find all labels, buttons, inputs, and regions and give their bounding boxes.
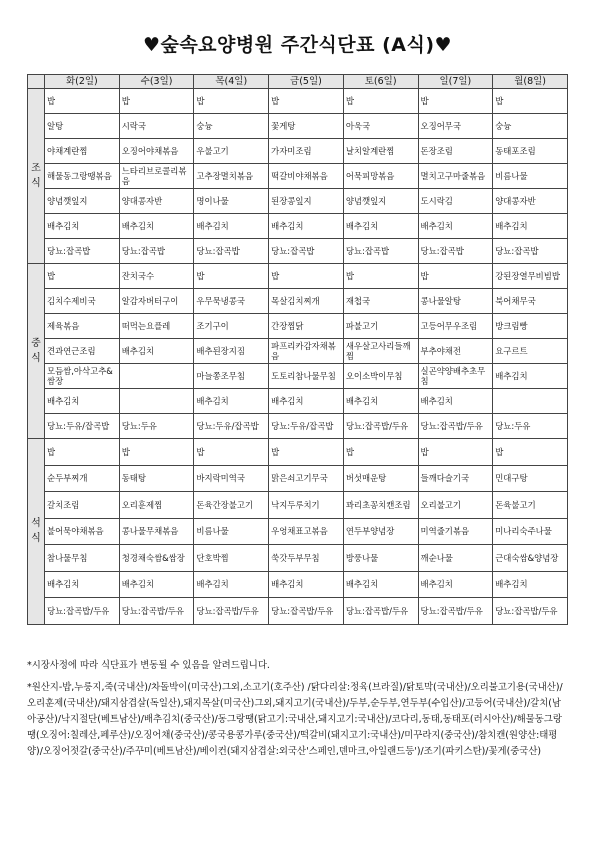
menu-item: 연두부양념장 <box>343 518 418 545</box>
menu-item: 밥 <box>119 89 194 114</box>
menu-item: 당뇨:두유/잡곡밥 <box>269 414 344 439</box>
menu-item: 당뇨:잡곡밥 <box>269 239 344 264</box>
menu-item: 모듬쌈,아삭고추&쌈장 <box>45 364 120 389</box>
menu-item: 김치수제비국 <box>45 289 120 314</box>
menu-item: 시락국 <box>119 114 194 139</box>
menu-item: 쑥갓두부무침 <box>269 545 344 572</box>
menu-item: 숭늉 <box>493 114 568 139</box>
menu-item: 청경채숙쌈&쌈장 <box>119 545 194 572</box>
menu-item: 북어채무국 <box>493 289 568 314</box>
menu-item: 배추김치 <box>119 339 194 364</box>
menu-item: 당뇨:잡곡밥 <box>194 239 269 264</box>
menu-row <box>28 571 568 598</box>
menu-row <box>28 314 568 339</box>
menu-item: 들깨다슬기국 <box>418 465 493 492</box>
menu-item: 배추김치 <box>194 389 269 414</box>
menu-item: 순두부찌개 <box>45 465 120 492</box>
menu-item: 당뇨:잡곡밥/두유 <box>343 414 418 439</box>
menu-item: 어묵피망볶음 <box>343 164 418 189</box>
menu-row <box>28 114 568 139</box>
menu-item: 맑은쇠고기무국 <box>269 465 344 492</box>
menu-item: 새우살고사리들깨찜 <box>343 339 418 364</box>
menu-item: 밥 <box>343 264 418 289</box>
menu-item: 파불고기 <box>343 314 418 339</box>
menu-item: 떡갈비야채볶음 <box>269 164 344 189</box>
menu-item: 동태탕 <box>119 465 194 492</box>
menu-row <box>28 164 568 189</box>
menu-item: 당뇨:두유 <box>119 414 194 439</box>
meal-label-char: 중 <box>31 338 41 349</box>
menu-item: 명이나물 <box>194 189 269 214</box>
menu-item: 꽃게탕 <box>269 114 344 139</box>
menu-item: 고추장멸치볶음 <box>194 164 269 189</box>
corner-cell <box>28 75 45 89</box>
menu-item: 알탕 <box>45 114 120 139</box>
menu-item: 당뇨:잡곡밥 <box>119 239 194 264</box>
menu-row <box>28 139 568 164</box>
menu-item: 배추김치 <box>493 214 568 239</box>
menu-row <box>28 518 568 545</box>
menu-item: 목살김치찌개 <box>269 289 344 314</box>
menu-item: 배추김치 <box>343 214 418 239</box>
meal-label-char: 식 <box>31 533 41 545</box>
menu-item: 도토리참나물무침 <box>269 364 344 389</box>
menu-item: 낙지두루치기 <box>269 492 344 519</box>
menu-item: 콩나물알탕 <box>418 289 493 314</box>
meal-label <box>28 89 45 264</box>
menu-row <box>28 492 568 519</box>
menu-item: 실곤약양배추초무침 <box>418 364 493 389</box>
menu-item: 오징어무국 <box>418 114 493 139</box>
menu-item: 배추김치 <box>45 571 120 598</box>
menu-row <box>28 189 568 214</box>
menu-item: 밥 <box>194 439 269 466</box>
menu-item: 당뇨:잡곡밥 <box>418 239 493 264</box>
menu-item: 돈육간장불고기 <box>194 492 269 519</box>
menu-item: 배추김치 <box>418 571 493 598</box>
menu-item: 우엉채표고볶음 <box>269 518 344 545</box>
menu-item: 강된장열무비빔밥 <box>493 264 568 289</box>
menu-item: 밥 <box>45 264 120 289</box>
menu-item: 배추된장지짐 <box>194 339 269 364</box>
menu-item: 양대콩자반 <box>493 189 568 214</box>
menu-item: 당뇨:잡곡밥 <box>493 239 568 264</box>
menu-row <box>28 439 568 466</box>
menu-item: 요구르트 <box>493 339 568 364</box>
menu-row <box>28 465 568 492</box>
menu-item: 당뇨:잡곡밥 <box>343 239 418 264</box>
menu-item: 밥 <box>418 264 493 289</box>
menu-item: 오징어야채볶음 <box>119 139 194 164</box>
weekly-menu-table <box>27 74 568 625</box>
menu-item: 배추김치 <box>493 364 568 389</box>
menu-item: 간장찜닭 <box>269 314 344 339</box>
menu-item: 밥 <box>194 264 269 289</box>
menu-item: 조기구이 <box>194 314 269 339</box>
menu-row <box>28 239 568 264</box>
day-header: 토(6일) <box>343 75 418 89</box>
menu-item: 양념깻잎지 <box>45 189 120 214</box>
menu-item: 알감자버터구이 <box>119 289 194 314</box>
day-header: 목(4일) <box>194 75 269 89</box>
menu-item: 밥 <box>269 439 344 466</box>
menu-item: 당뇨:잡곡밥/두유 <box>119 598 194 625</box>
menu-row <box>28 264 568 289</box>
menu-item: 밥 <box>269 89 344 114</box>
day-header-row <box>28 75 568 89</box>
menu-item: 도시락김 <box>418 189 493 214</box>
menu-item: 밥 <box>343 439 418 466</box>
menu-row <box>28 545 568 572</box>
menu-item: 비름나물 <box>194 518 269 545</box>
menu-item: 밥 <box>194 89 269 114</box>
day-header: 금(5일) <box>269 75 344 89</box>
menu-item: 근대숙쌈&양념장 <box>493 545 568 572</box>
menu-item: 우불고기 <box>194 139 269 164</box>
meal-label <box>28 264 45 439</box>
menu-item: 잔치국수 <box>119 264 194 289</box>
menu-item: 버섯매운탕 <box>343 465 418 492</box>
menu-row <box>28 214 568 239</box>
menu-item: 우무묵냉콩국 <box>194 289 269 314</box>
menu-item: 배추김치 <box>194 571 269 598</box>
menu-item: 단호박찜 <box>194 545 269 572</box>
menu-item: 돈육불고기 <box>493 492 568 519</box>
menu-item: 당뇨:잡곡밥/두유 <box>418 598 493 625</box>
menu-item: 바지락미역국 <box>194 465 269 492</box>
menu-item: 당뇨:잡곡밥 <box>45 239 120 264</box>
menu-item: 밥 <box>119 439 194 466</box>
menu-item: 배추김치 <box>269 214 344 239</box>
menu-item: 배추김치 <box>343 571 418 598</box>
menu-item: 밥 <box>418 89 493 114</box>
menu-item: 부추야채전 <box>418 339 493 364</box>
menu-item: 방풍나물 <box>343 545 418 572</box>
menu-item: 미나리숙주나물 <box>493 518 568 545</box>
meal-label-char: 석 <box>31 518 41 530</box>
day-header: 수(3일) <box>119 75 194 89</box>
menu-item: 꽈리초꽁치캔조림 <box>343 492 418 519</box>
menu-item: 양대콩자반 <box>119 189 194 214</box>
menu-item: 밥 <box>45 89 120 114</box>
menu-item: 가자미조림 <box>269 139 344 164</box>
menu-item: 콩나물무채볶음 <box>119 518 194 545</box>
menu-item: 당뇨:잡곡밥/두유 <box>45 598 120 625</box>
day-header: 월(8일) <box>493 75 568 89</box>
change-notice: *시장사정에 따라 식단표가 변동될 수 있음을 알려드립니다. <box>27 660 270 671</box>
menu-row <box>28 598 568 625</box>
menu-item: 돈장조림 <box>418 139 493 164</box>
meal-label <box>28 439 45 625</box>
menu-item <box>119 364 194 389</box>
menu-item: 당뇨:잡곡밥/두유 <box>418 414 493 439</box>
menu-row <box>28 89 568 114</box>
menu-item: 당뇨:두유/잡곡밥 <box>194 414 269 439</box>
menu-item: 비름나물 <box>493 164 568 189</box>
menu-row <box>28 414 568 439</box>
menu-item: 당뇨:잡곡밥/두유 <box>343 598 418 625</box>
menu-item: 제육볶음 <box>45 314 120 339</box>
menu-item: 배추김치 <box>269 571 344 598</box>
menu-item: 배추김치 <box>45 214 120 239</box>
menu-item: 민대구탕 <box>493 465 568 492</box>
menu-item: 배추김치 <box>493 571 568 598</box>
menu-item: 느타리브로콜리볶음 <box>119 164 194 189</box>
menu-item: 참나물무침 <box>45 545 120 572</box>
menu-item: 배추김치 <box>119 571 194 598</box>
origin-notice: *원산지-밥,누룽지,죽(국내산)/차돌박이(미국산)그외,소고기(호주산) /닭다리살:정육(브라질)/닭토막(국내산)/오리불고기용(국내산)/오리훈제(국내산)/돼지삼겹살(독일산),돼지목살(미국산)그외,돼지고기(국내산)/두부,순두부,연두부(수입산)/고등어(국내산)/갈치(남아공산)/낙지절단(베트남산)/배추김치(중국산)/동그랑땡(닭고기:국내산,돼지고기:국내산)/코다리,동태,동태포(러시아산)/해물동그랑땡(오징어:칠레산,페루산)/오징어채(중국산)/콩국용콩가루(중국산)/떡갈비(돼지고기:국내산)/미꾸라지(중국산)/참치캔(원양산:태평양)/오징어젓갈(중국산)/주꾸미(베트남산)/베이컨(돼지삼겹살:외국산'스페인,덴마크,아일랜드등')/조기(파키스탄)/꽃게(중국산) <box>27 682 563 757</box>
menu-item: 오이소박이무침 <box>343 364 418 389</box>
meal-label-char: 식 <box>31 178 41 189</box>
menu-item <box>119 389 194 414</box>
menu-item: 깨순나물 <box>418 545 493 572</box>
menu-item: 당뇨:잡곡밥/두유 <box>269 598 344 625</box>
menu-item: 배추김치 <box>343 389 418 414</box>
menu-item: 배추김치 <box>119 214 194 239</box>
menu-item: 해물동그랑땡볶음 <box>45 164 120 189</box>
page-title: ♥숲속요양병원 주간식단표 (A식)♥ <box>142 34 453 56</box>
menu-item: 아욱국 <box>343 114 418 139</box>
menu-item: 방크림빵 <box>493 314 568 339</box>
menu-item: 마늘쫑조무침 <box>194 364 269 389</box>
menu-item: 밥 <box>45 439 120 466</box>
menu-item: 야채계란찜 <box>45 139 120 164</box>
menu-item: 미역줄기볶음 <box>418 518 493 545</box>
menu-item: 갈치조림 <box>45 492 120 519</box>
meal-label-char: 식 <box>31 353 41 364</box>
menu-item: 오리훈제찜 <box>119 492 194 519</box>
menu-item: 밥 <box>343 89 418 114</box>
menu-item: 당뇨:두유/잡곡밥 <box>45 414 120 439</box>
menu-item: 멸치고구마줄볶음 <box>418 164 493 189</box>
menu-row <box>28 364 568 389</box>
menu-item: 고등어무우조림 <box>418 314 493 339</box>
menu-item: 불어묵야채볶음 <box>45 518 120 545</box>
menu-item: 견과연근조림 <box>45 339 120 364</box>
menu-row <box>28 289 568 314</box>
menu-item: 된장콩잎지 <box>269 189 344 214</box>
menu-item: 파프리카감자채볶음 <box>269 339 344 364</box>
menu-item: 당뇨:잡곡밥/두유 <box>493 598 568 625</box>
day-header: 일(7일) <box>418 75 493 89</box>
menu-item: 밥 <box>269 264 344 289</box>
menu-item: 배추김치 <box>194 214 269 239</box>
menu-item: 밥 <box>493 89 568 114</box>
menu-row <box>28 339 568 364</box>
menu-row <box>28 389 568 414</box>
menu-item: 당뇨:두유 <box>493 414 568 439</box>
menu-item: 배추김치 <box>418 389 493 414</box>
menu-item: 숭늉 <box>194 114 269 139</box>
menu-body <box>28 89 568 625</box>
menu-item: 떠먹는요플레 <box>119 314 194 339</box>
menu-item: 재첩국 <box>343 289 418 314</box>
menu-item: 동태포조림 <box>493 139 568 164</box>
menu-item: 밥 <box>418 439 493 466</box>
menu-item: 밥 <box>493 439 568 466</box>
day-header: 화(2일) <box>45 75 120 89</box>
meal-label-char: 조 <box>31 163 41 174</box>
menu-item <box>493 389 568 414</box>
menu-item: 오리불고기 <box>418 492 493 519</box>
menu-item: 날치알계란찜 <box>343 139 418 164</box>
menu-item: 배추김치 <box>418 214 493 239</box>
menu-item: 배추김치 <box>269 389 344 414</box>
menu-item: 당뇨:잡곡밥/두유 <box>194 598 269 625</box>
menu-item: 배추김치 <box>45 389 120 414</box>
menu-item: 양념깻잎지 <box>343 189 418 214</box>
